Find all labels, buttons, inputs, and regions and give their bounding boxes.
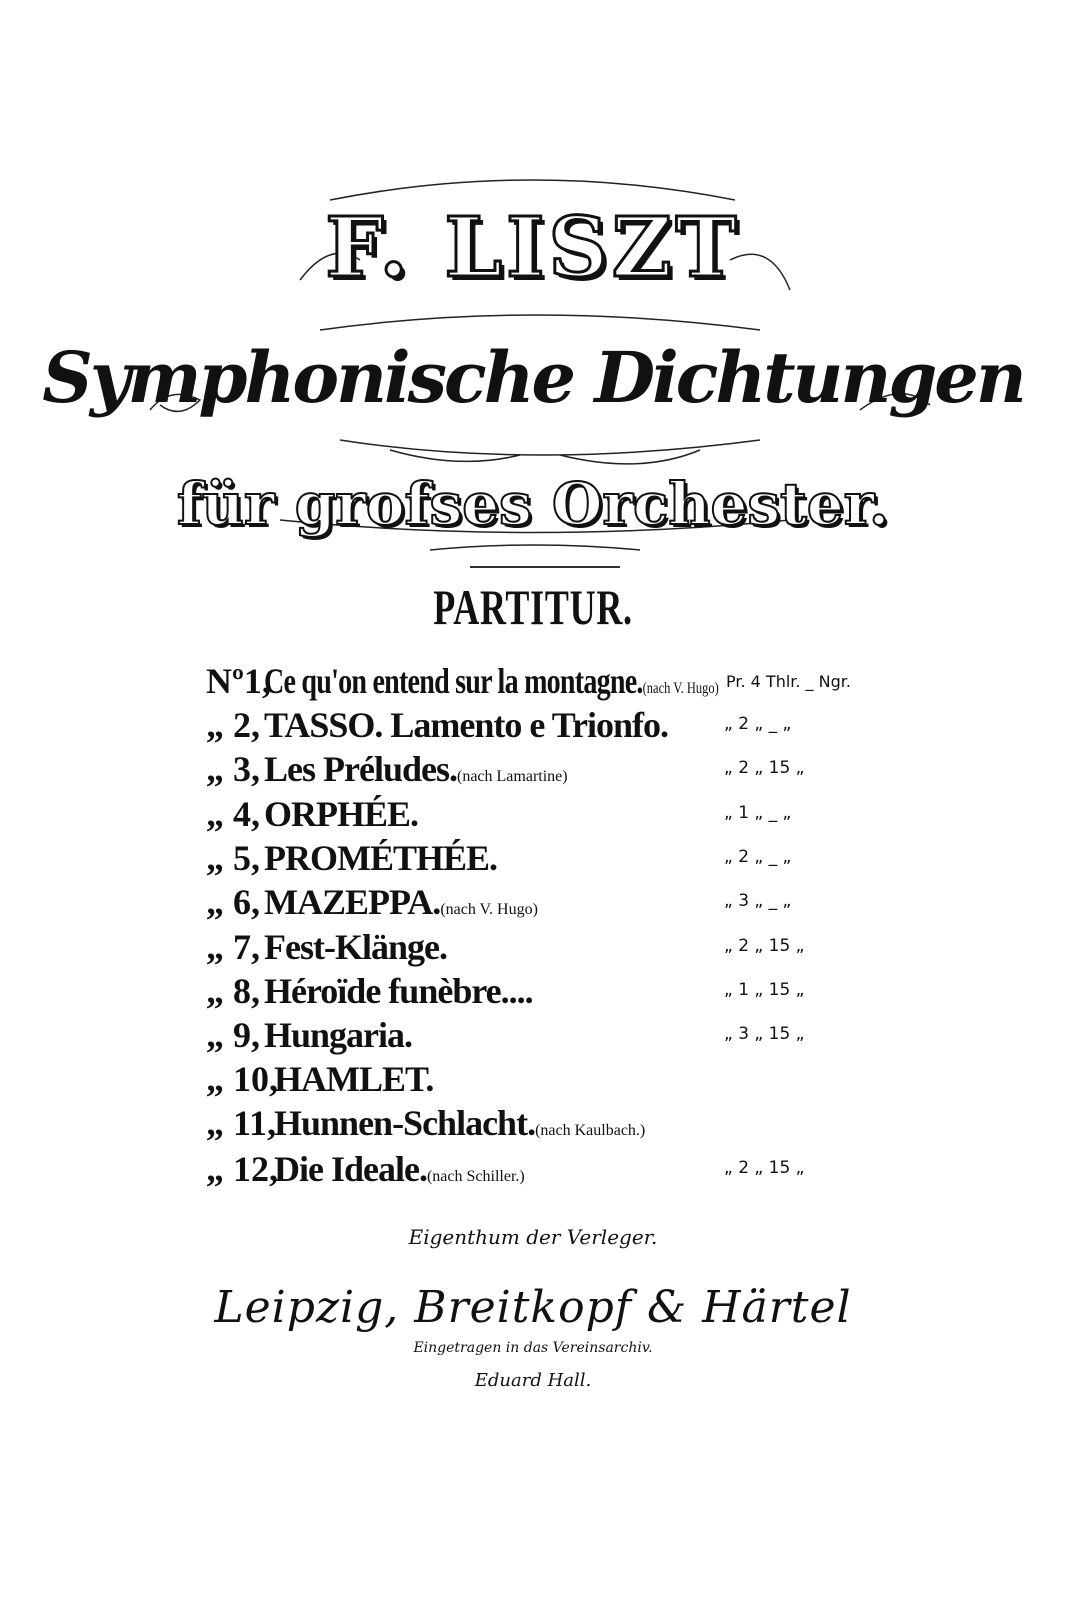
- work-row: [206, 926, 866, 966]
- work-title-text: MAZEPPA.: [264, 882, 441, 922]
- work-row: [206, 660, 866, 700]
- work-note: (nach Schiller.): [426, 1168, 525, 1185]
- work-row: [206, 704, 866, 744]
- work-number: „ 8,: [206, 971, 260, 1011]
- work-title-text: Les Préludes.: [264, 749, 457, 789]
- work-title: [264, 793, 418, 835]
- work-title-text: Héroïde funèbre....: [264, 971, 533, 1011]
- work-title: [264, 748, 568, 790]
- work-number: „ 4,: [206, 794, 260, 834]
- work-price: „ 3 „ 15 „: [724, 1024, 805, 1044]
- work-row: [206, 1058, 866, 1098]
- work-number: „ 9,: [206, 1015, 260, 1055]
- work-number: „ 3,: [206, 749, 260, 789]
- work-title-text: Hunnen-Schlacht.: [274, 1103, 536, 1143]
- work-number: „ 11,: [206, 1103, 277, 1143]
- work-title: [274, 1058, 433, 1100]
- work-number: Nº1,: [206, 661, 271, 701]
- work-title: [264, 1014, 412, 1056]
- work-title-text: Hungaria.: [264, 1015, 413, 1055]
- work-price: „ 1 „ _ „: [724, 803, 792, 823]
- work-title: [264, 881, 538, 923]
- work-title-text: Fest-Klänge.: [264, 927, 447, 967]
- work-title-text: Die Ideale.: [274, 1149, 427, 1189]
- work-title-text: TASSO. Lamento e Trionfo.: [264, 705, 669, 745]
- work-row: [206, 837, 866, 877]
- ownership-note: Eigenthum der Verleger.: [408, 1225, 658, 1249]
- work-row: [206, 748, 866, 788]
- work-title: [264, 704, 668, 746]
- work-title: [264, 926, 447, 968]
- work-note: (nach V. Hugo): [642, 680, 719, 697]
- divider: [470, 566, 620, 568]
- work-title-text: Ce qu'on entend sur la montagne.: [264, 661, 643, 701]
- work-price: „ 1 „ 15 „: [724, 980, 805, 1000]
- work-title: [274, 1148, 525, 1190]
- work-title: [264, 970, 533, 1012]
- work-price: „ 2 „ 15 „: [724, 1158, 805, 1178]
- work-number: „ 7,: [206, 927, 260, 967]
- publisher-line: Leipzig, Breitkopf & Härtel: [214, 1282, 852, 1333]
- work-price: „ 2 „ _ „: [724, 714, 792, 734]
- work-note: (nach Lamartine): [456, 768, 568, 785]
- main-title: Symphonische Dichtungen: [42, 336, 1024, 419]
- work-number: „ 5,: [206, 838, 260, 878]
- work-row: [206, 881, 866, 921]
- score-label: PARTITUR.: [433, 579, 633, 635]
- work-number: „ 12,: [206, 1149, 278, 1189]
- engraver-signature: Eduard Hall.: [474, 1370, 592, 1391]
- work-note: (nach Kaulbach.): [535, 1122, 646, 1139]
- work-price: „ 2 „ 15 „: [724, 758, 805, 778]
- work-title: [264, 660, 719, 702]
- subtitle: für grofses Orchester.: [176, 470, 890, 538]
- work-title: [274, 1102, 645, 1144]
- work-row: [206, 1148, 866, 1188]
- work-number: „ 10,: [206, 1059, 278, 1099]
- work-number: „ 2,: [206, 705, 260, 745]
- work-title: [264, 837, 497, 879]
- work-row: [206, 1014, 866, 1054]
- work-price: „ 2 „ 15 „: [724, 936, 805, 956]
- registration-note: Eingetragen in das Vereinsarchiv.: [413, 1340, 653, 1356]
- work-row: [206, 970, 866, 1010]
- work-title-text: ORPHÉE.: [264, 794, 419, 834]
- work-number: „ 6,: [206, 882, 260, 922]
- work-price: Pr. 4 Thlr. _ Ngr.: [726, 672, 851, 691]
- work-title-text: PROMÉTHÉE.: [264, 838, 498, 878]
- composer-title: F. LISZT: [325, 200, 741, 296]
- work-row: [206, 793, 866, 833]
- work-title-text: HAMLET.: [274, 1059, 434, 1099]
- work-note: (nach V. Hugo): [440, 901, 538, 918]
- work-row: [206, 1102, 866, 1142]
- work-price: „ 3 „ _ „: [724, 891, 792, 911]
- work-price: „ 2 „ _ „: [724, 847, 792, 867]
